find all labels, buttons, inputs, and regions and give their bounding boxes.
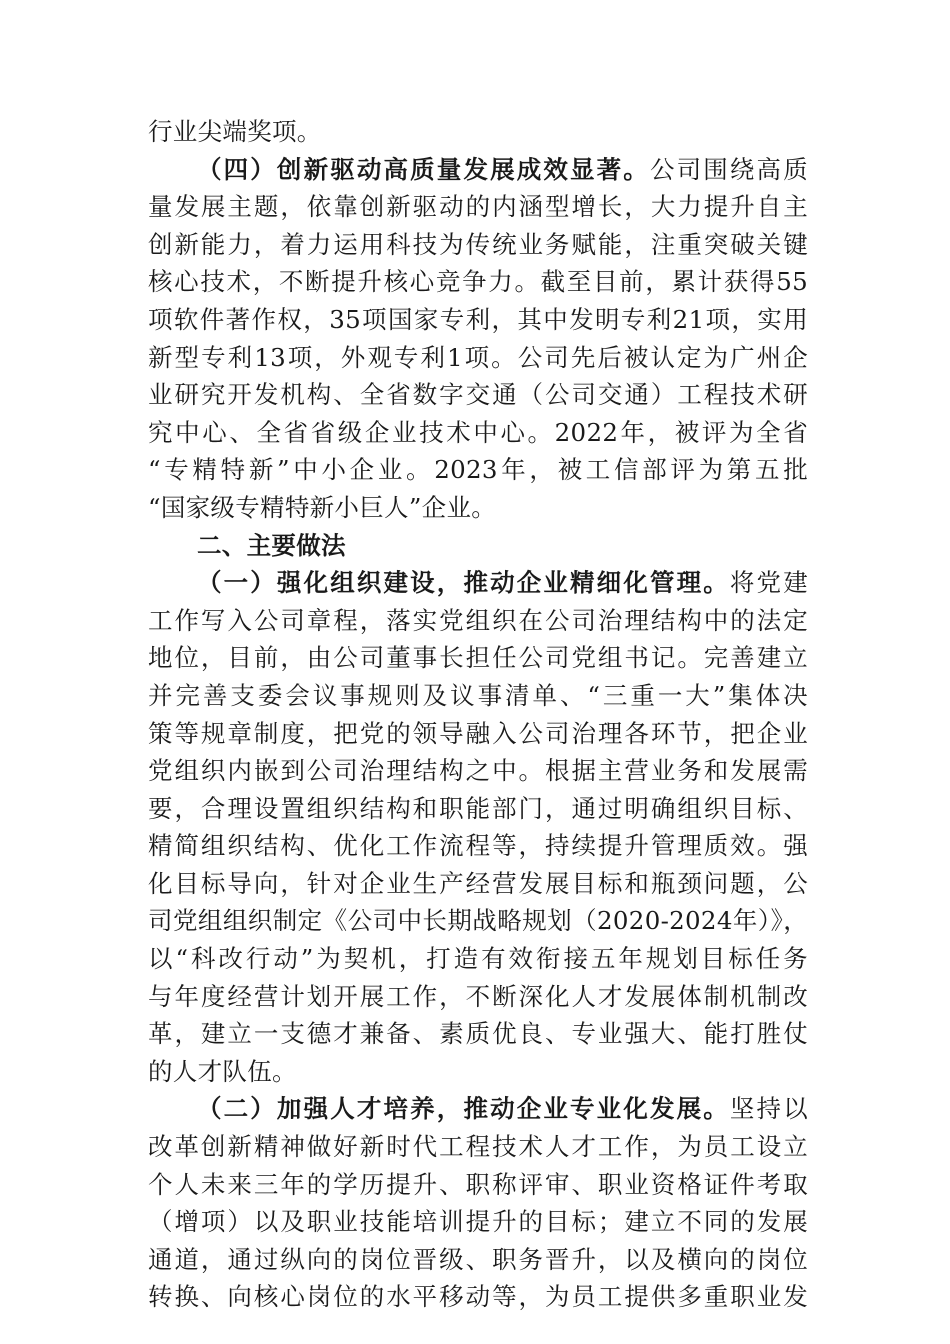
paragraph-first-line bbox=[148, 151, 808, 189]
text-line: 司党组组织制定《公司中长期战略规划（2020-2024年）》， bbox=[148, 906, 808, 936]
text-line: 量发展主题，依靠创新驱动的内涵型增长，大力提升自主 bbox=[148, 192, 808, 222]
text-line: 的人才队伍。 bbox=[148, 1056, 297, 1086]
text-line: 新型专利13项，外观专利1项。公司先后被认定为广州企 bbox=[148, 342, 808, 372]
text-line: 化目标导向，针对企业生产经营发展目标和瓶颈问题，公 bbox=[148, 868, 808, 898]
text-line: 党组织内嵌到公司治理结构之中。根据主营业务和发展需 bbox=[148, 756, 808, 786]
text-line: 精简组织结构、优化工作流程等，持续提升管理质效。强 bbox=[148, 831, 808, 861]
text-line: 地位，目前，由公司董事长担任公司党组书记。完善建立 bbox=[148, 643, 808, 673]
text-line: 业研究开发机构、全省数字交通（公司交通）工程技术研 bbox=[148, 380, 808, 410]
text-line: 以“科改行动”为契机，打造有效衔接五年规划目标任务 bbox=[148, 944, 808, 974]
text-line: 通道，通过纵向的岗位晋级、职务晋升，以及横向的岗位 bbox=[148, 1244, 808, 1274]
text-line: 革，建立一支德才兼备、素质优良、专业强大、能打胜仗 bbox=[148, 1019, 808, 1049]
text-line: 工作写入公司章程，落实党组织在公司治理结构中的法定 bbox=[148, 605, 808, 635]
text-line: 行业尖端奖项。 bbox=[148, 117, 322, 146]
text-line: 与年度经营计划开展工作，不断深化人才发展体制机制改 bbox=[148, 981, 808, 1011]
text-line: 转换、向核心岗位的水平移动等，为员工提供多重职业发 bbox=[148, 1282, 808, 1312]
text-line: （增项）以及职业技能培训提升的目标；建立不同的发展 bbox=[148, 1207, 808, 1237]
paragraph-lead: （二）加强人才培养，推动企业专业化发展。 bbox=[197, 1094, 730, 1124]
text-line: “专精特新”中小企业。2023年，被工信部评为第五批 bbox=[148, 455, 808, 485]
paragraph-lead: （四）创新驱动高质量发展成效显著。 bbox=[197, 154, 650, 184]
text-segment: 将党建 bbox=[729, 568, 808, 598]
text-segment: 坚持以 bbox=[729, 1094, 808, 1124]
text-line: 项软件著作权，35项国家专利，其中发明专利21项，实用 bbox=[148, 304, 808, 334]
text-line: “国家级专精特新小巨人”企业。 bbox=[148, 492, 497, 522]
text-line: 究中心、全省省级企业技术中心。2022年，被评为全省 bbox=[148, 417, 808, 447]
paragraph-first-line bbox=[148, 1090, 808, 1128]
paragraph-lead: （一）强化组织建设，推动企业精细化管理。 bbox=[197, 568, 730, 598]
paragraph-first-line bbox=[148, 564, 808, 602]
text-line: 要，合理设置组织结构和职能部门，通过明确组织目标、 bbox=[148, 793, 808, 823]
text-line: 改革创新精神做好新时代工程技术人才工作，为员工设立 bbox=[148, 1132, 808, 1162]
text-line: 并完善支委会议事规则及议事清单、“三重一大”集体决 bbox=[148, 680, 808, 710]
document-body bbox=[148, 113, 808, 1316]
text-line: 核心技术，不断提升核心竞争力。截至目前，累计获得55 bbox=[148, 267, 808, 297]
section-heading: 二、主要做法 bbox=[197, 530, 346, 560]
text-line: 策等规章制度，把党的领导融入公司治理各环节，把企业 bbox=[148, 718, 808, 748]
text-segment: 公司围绕高质 bbox=[649, 154, 808, 184]
text-line: 个人未来三年的学历提升、职称评审、职业资格证件考取 bbox=[148, 1169, 808, 1199]
text-line: 创新能力，着力运用科技为传统业务赋能，注重突破关键 bbox=[148, 229, 808, 259]
